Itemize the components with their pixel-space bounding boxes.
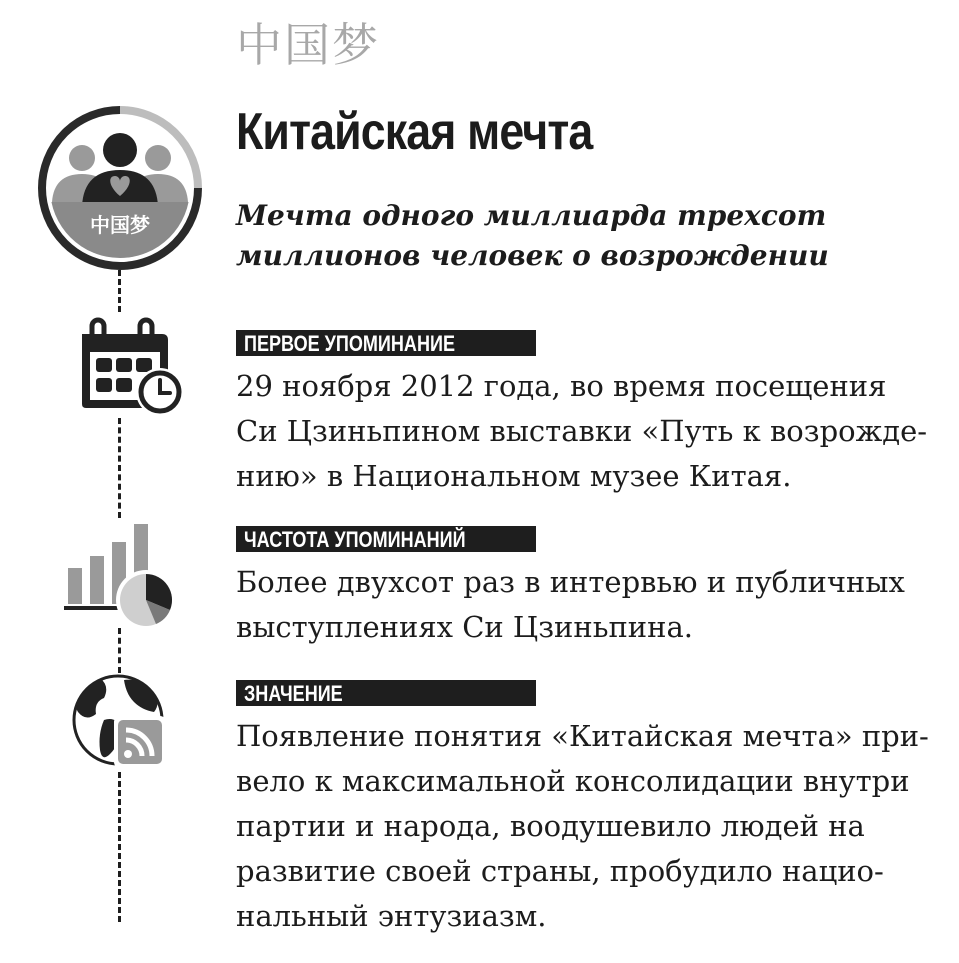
section-label-frequency [236,526,536,552]
text-line: нальный энтузиазм. [236,899,547,933]
people-heart-badge-icon [38,106,202,270]
section-label-meaning [236,680,536,706]
text-line: Си Цзиньпином выставки «Путь к возрожде- [236,414,928,448]
timeline-line [118,772,121,922]
section-label-first-mention [236,330,536,356]
page-title: Китайская мечта [236,103,593,161]
text-line: вело к максимальной консолидации внутри [236,764,910,798]
badge-text: 中国梦 [90,213,150,237]
section-text-first-mention [236,364,946,499]
subtitle [236,196,916,276]
text-line: 29 ноября 2012 года, во время посещения [236,369,887,403]
section-text-frequency [236,560,946,650]
text-line: Более двухсот раз в интервью и публичных [236,565,905,599]
timeline-line [118,628,121,673]
text-line: нию» в Национальном музее Китая. [236,459,792,493]
text-line: Появление понятия «Китайская мечта» при- [236,719,929,753]
calendar-clock-icon [76,312,188,418]
timeline-line [118,418,121,518]
globe-broadcast-icon [70,672,174,774]
text-line: развитие своей страны, пробудило нацио- [236,854,884,888]
subtitle-line: Мечта одного миллиарда трехсот [236,199,827,232]
label-text: ПЕРВОЕ УПОМИНАНИЕ [244,331,455,356]
bar-pie-chart-icon [60,520,178,630]
label-text: ЧАСТОТА УПОМИНАНИЙ [244,527,466,552]
text-line: выступлениях Си Цзиньпина. [236,610,693,644]
chinese-title: 中国梦 [236,18,380,72]
timeline-line [118,270,121,312]
subtitle-line: миллионов человек о возрождении [236,239,829,272]
section-text-meaning [236,714,946,939]
text-line: партии и народа, воодушевило людей на [236,809,865,843]
label-text: ЗНАЧЕНИЕ [244,681,343,706]
